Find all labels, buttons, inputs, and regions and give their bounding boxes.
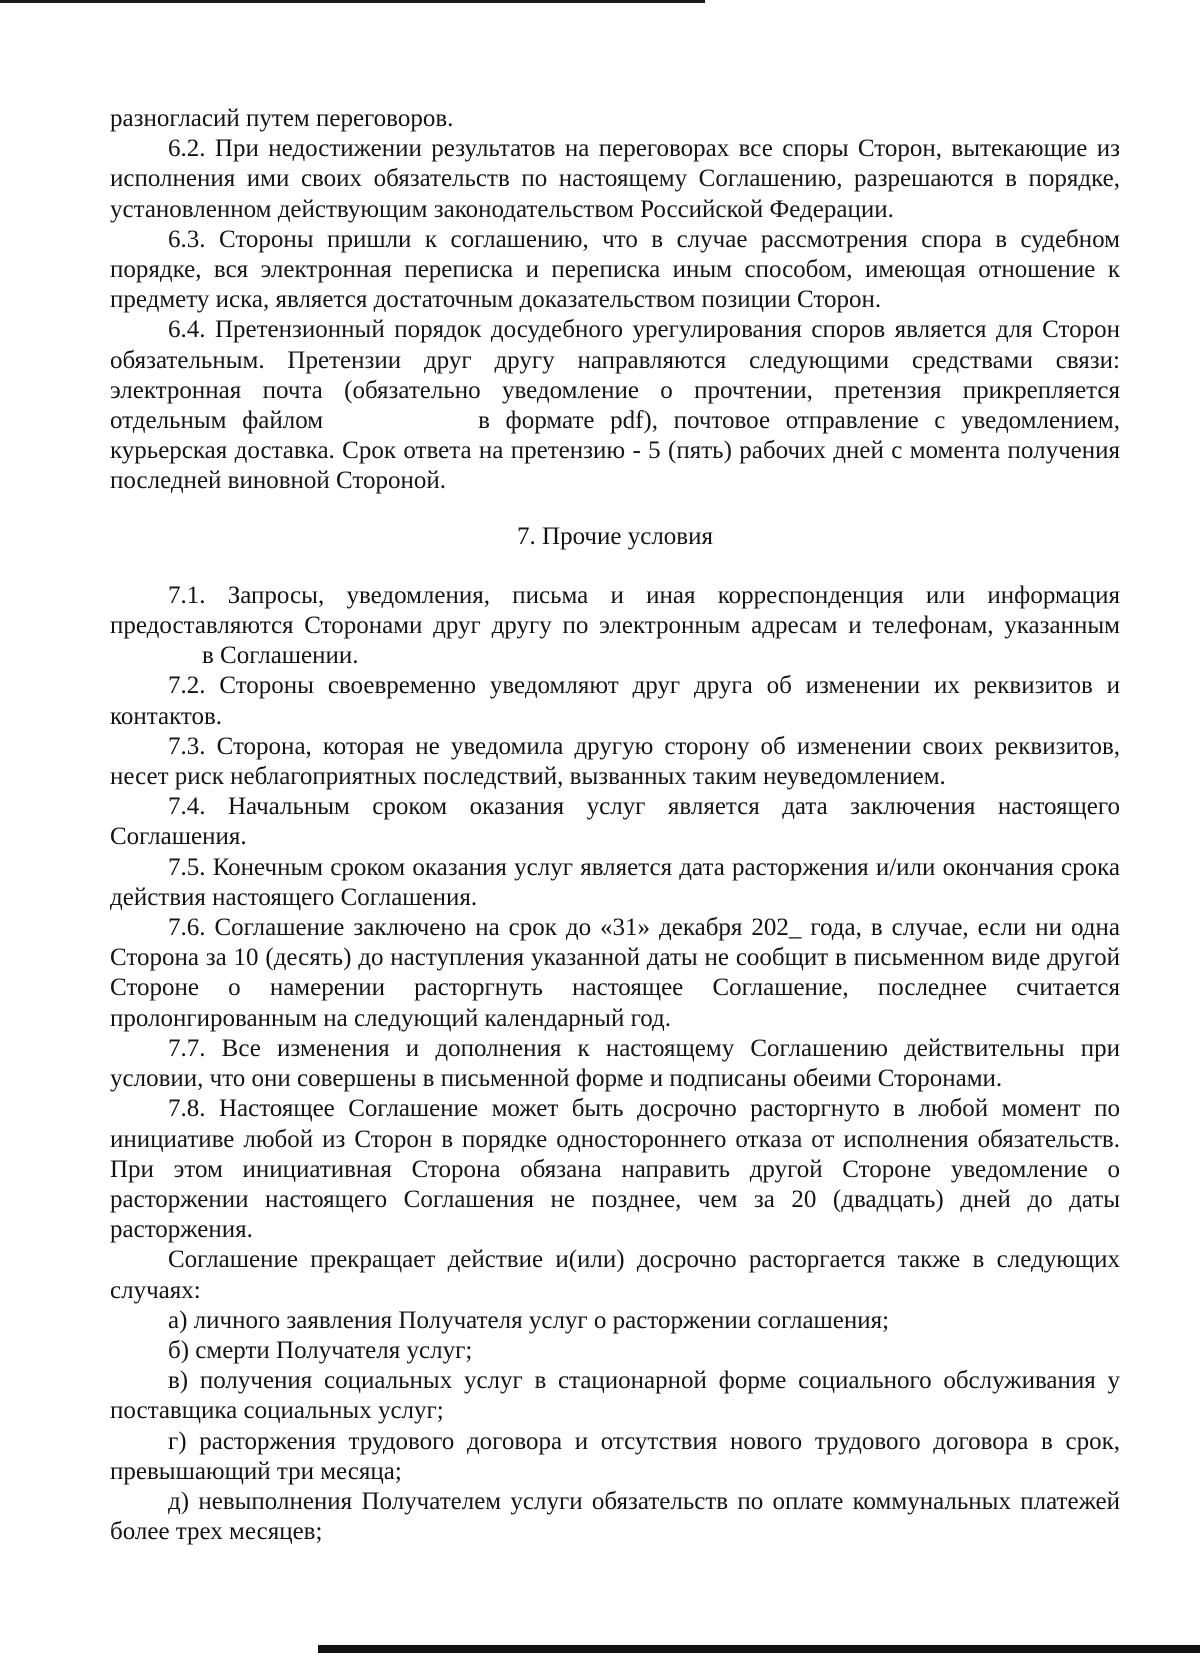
paragraph-6-4-part2: в формате pdf), почтовое отправление с уведомлением, курьерская доставка. Срок ответа на претензию - 5 (пять) рабочих дней с момента получения последней виновной Стороной. — [110, 407, 1121, 495]
list-item-v: в) получения социальных услуг в стационарной форме социального обслуживания у поставщика социальных услуг; — [110, 1367, 1120, 1425]
paragraph-7-1-part1: 7.1. Запросы, уведомления, письма и иная корреспонденция или информация предоставляются Сторонами друг другу по электронным адресам и телефонам, указанным — [110, 581, 1120, 640]
paragraph-7-8: 7.8. Настоящее Соглашение может быть досрочно расторгнуто в любой момент по инициативе любой из Сторон в порядке одностороннего отказа от исполнения обязательств. При этом инициативная Сторона обязана направить другой Стороне уведомление о расторжении настоящего Соглашения не позднее, чем за 20 (двадцать) дней до даты расторжения. — [110, 1095, 1120, 1244]
scan-edge-bottom — [318, 1645, 1200, 1653]
paragraph-6-2: 6.2. При недостижении результатов на переговорах все споры Сторон, вытекающие из исполнения ими своих обязательств по настоящему Соглашению, разрешаются в порядке, установленном действующим законодательством Российской Федерации. — [110, 135, 1120, 223]
list-item-g: г) расторжения трудового договора и отсутствия нового трудового договора в срок, превышающий три месяца; — [110, 1427, 1120, 1485]
paragraph-6-1-continuation: разногласий путем переговоров. — [110, 105, 454, 132]
paragraph-termination: Соглашение прекращает действие и(или) досрочно расторгается также в следующих случаях: — [110, 1246, 1120, 1304]
paragraph-6-4 — [110, 315, 1120, 496]
paragraph-6-4-part1: 6.4. Претензионный порядок досудебного урегулирования споров является для Сторон обязательным. Претензии друг другу направляются следующими средствами связи: электронная почта (обязательно уведомление о прочтении, претензия прикрепляется отдельным файлом — [110, 316, 1120, 435]
paragraph-7-7: 7.7. Все изменения и дополнения к настоящему Соглашению действительны при условии, что они совершены в письменной форме и подписаны обеими Сторонами. — [110, 1034, 1120, 1093]
scan-edge-top — [0, 0, 705, 3]
paragraph-7-5: 7.5. Конечным сроком оказания услуг является дата расторжения и/или окончания срока действия настоящего Соглашения. — [110, 853, 1120, 911]
document-page — [110, 104, 1120, 1547]
paragraph-6-3: 6.3. Стороны пришли к соглашению, что в случае рассмотрения спора в судебном порядке, вся электронная переписка и переписка иным способом, имеющая отношение к предмету иска, является достаточным доказательством позиции Сторон. — [110, 225, 1120, 314]
list-item-b: б) смерти Получателя услуг; — [168, 1336, 473, 1364]
paragraph-7-2: 7.2. Стороны своевременно уведомляют друг друга об изменении их реквизитов и контактов. — [110, 672, 1120, 730]
paragraph-7-4: 7.4. Начальным сроком оказания услуг является дата заключения настоящего Соглашения. — [110, 793, 1120, 851]
paragraph-7-3: 7.3. Сторона, которая не уведомила другую сторону об изменении своих реквизитов, несет риск неблагоприятных последствий, вызванных таким неуведомлением. — [110, 732, 1120, 791]
paragraph-7-1-part2: в Соглашении. — [202, 642, 359, 670]
list-item-a: а) личного заявления Получателя услуг о расторжении соглашения; — [168, 1306, 890, 1334]
paragraph-7-1 — [110, 581, 1120, 672]
paragraph-7-6: 7.6. Соглашение заключено на срок до «31» декабря 202_ года, в случае, если ни одна Сторона за 10 (десять) до наступления указанной даты не сообщит в письменном виде другой Стороне о намерении расторгнуть настоящее Соглашение, последнее считается пролонгированным на следующий календарный год. — [110, 914, 1120, 1032]
section-7-heading: 7. Прочие условия — [517, 522, 713, 550]
list-item-d: д) невыполнения Получателем услуги обязательств по оплате коммунальных платежей более трех месяцев; — [110, 1487, 1120, 1546]
